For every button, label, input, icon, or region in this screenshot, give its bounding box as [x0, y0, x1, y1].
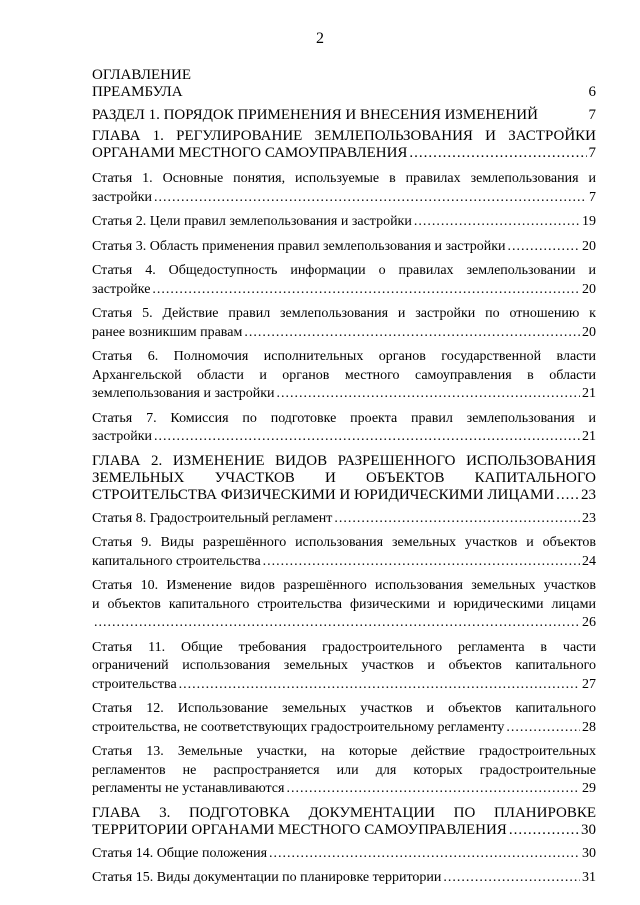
toc-page-number: 7	[588, 145, 596, 161]
toc-entry-line: Статья 7. Комиссия по подготовке проекта правил землепользования и	[92, 410, 596, 426]
toc-chapter-entry	[92, 128, 596, 162]
dot-leader	[263, 553, 580, 572]
toc-title: ОГЛАВЛЕНИЕ	[92, 67, 191, 83]
toc-chapter-entry	[92, 805, 596, 839]
toc-entry-line: Статья 12. Использование земельных участков и объектов капитального	[92, 701, 596, 716]
toc-entry-text: Статья 3. Область применения правил землепользования и застройки	[92, 238, 506, 254]
toc-page-number: 7	[588, 107, 596, 123]
dot-leader	[443, 869, 580, 888]
toc-entry-line: ГЛАВА 1. РЕГУЛИРОВАНИЕ ЗЕМЛЕПОЛЬЗОВАНИЯ И ЗАСТРОЙКИ	[92, 128, 596, 144]
toc-entry-line: и объектов капитального строительства физическими и юридическими лицами	[92, 596, 596, 612]
toc-entry-line	[92, 869, 596, 888]
dot-leader	[152, 281, 580, 300]
toc-page-number: 31	[582, 870, 596, 885]
toc-entry-line: Статья 13. Земельные участки, на которые действие градостроительных	[92, 744, 596, 759]
dot-leader	[414, 213, 580, 232]
toc-page-number: 20	[582, 324, 596, 340]
toc-page-number: 29	[582, 781, 596, 796]
page-number: 2	[316, 30, 324, 47]
toc-entry-text: ранее возникшим правам	[92, 324, 243, 340]
toc-article-entry	[92, 170, 596, 207]
toc-chapter-entry	[92, 84, 596, 101]
toc-entry-text: строительства	[92, 676, 177, 692]
toc-entry-line: Статья 11. Общие требования градостроительного регламента в части	[92, 639, 596, 655]
toc-entry-line	[92, 189, 596, 208]
toc-entry-line	[92, 510, 596, 529]
toc-entry-line	[92, 281, 596, 300]
toc-entry-text: СТРОИТЕЛЬСТВА ФИЗИЧЕСКИМИ И ЮРИДИЧЕСКИМИ ЛИЦАМИ	[92, 486, 555, 503]
toc-article-entry	[92, 213, 596, 232]
toc-chapter-entry	[92, 453, 596, 504]
toc-article-entry	[92, 348, 596, 404]
toc-page-number: 30	[582, 845, 596, 861]
table-of-contents	[92, 66, 596, 888]
toc-entry-line	[92, 780, 596, 799]
toc-article-entry	[92, 639, 596, 695]
toc-chapter-entry	[92, 107, 596, 124]
toc-page-number: 21	[582, 429, 596, 444]
dot-leader	[509, 822, 579, 839]
toc-entry-line	[92, 487, 596, 504]
toc-entry-line	[92, 428, 596, 447]
dot-leader	[508, 238, 580, 257]
toc-entry-text: Статья 8. Градостроительный регламент	[92, 510, 333, 526]
toc-entry-text: землепользования и застройки	[92, 386, 275, 401]
dot-leader	[244, 324, 580, 343]
dot-leader	[334, 510, 580, 529]
toc-entry-line	[92, 719, 596, 738]
toc-page-number: 6	[588, 84, 596, 100]
dot-leader	[179, 676, 580, 695]
toc-page-number: 23	[581, 486, 596, 503]
toc-page-number: 30	[581, 821, 596, 838]
toc-page-number: 20	[582, 281, 596, 297]
toc-entry-text: Статья 14. Общие положения	[92, 845, 268, 861]
dot-leader	[286, 780, 580, 799]
toc-entry-text: ПРЕАМБУЛА	[92, 84, 183, 100]
toc-article-entry	[92, 577, 596, 633]
toc-entry-line: Статья 4. Общедоступность информации о правилах землепользовании и	[92, 263, 596, 278]
toc-entry-line: Архангельской области и органов местного самоуправления в области	[92, 367, 596, 383]
dot-leader	[506, 719, 580, 738]
toc-entry-line: регламентов не распространяется или для которых градостроительные	[92, 762, 596, 778]
toc-entry-line	[92, 84, 596, 101]
toc-article-entry	[92, 305, 596, 342]
toc-entry-line: ограничений использования земельных участков и объектов капитального	[92, 658, 596, 673]
toc-article-entry	[92, 510, 596, 529]
toc-article-entry	[92, 410, 596, 447]
toc-page-number: 28	[582, 719, 596, 735]
toc-entry-line	[92, 676, 596, 695]
toc-article-entry	[92, 743, 596, 799]
toc-entry-line	[92, 553, 596, 572]
toc-entry-line	[92, 822, 596, 839]
toc-page-number: 21	[582, 386, 596, 401]
dot-leader	[154, 189, 587, 208]
dot-leader	[409, 145, 586, 162]
dot-leader	[94, 614, 580, 633]
toc-article-entry	[92, 845, 596, 864]
toc-entry-line: Статья 1. Основные понятия, используемые в правилах землепользования и	[92, 171, 596, 186]
toc-entry-text: строительства, не соответствующих градостроительному регламенту	[92, 719, 505, 735]
toc-entry-text: застройки	[92, 429, 153, 444]
toc-page-number: 26	[582, 615, 596, 630]
toc-entry-text: застройки	[92, 189, 153, 205]
toc-entry-text: регламенты не устанавливаются	[92, 781, 285, 796]
toc-entry-line: ГЛАВА 3. ПОДГОТОВКА ДОКУМЕНТАЦИИ ПО ПЛАНИРОВКЕ	[92, 804, 596, 821]
toc-article-entry	[92, 534, 596, 571]
toc-page-number: 7	[589, 189, 596, 205]
toc-entry-text: ОРГАНАМИ МЕСТНОГО САМОУПРАВЛЕНИЯ	[92, 145, 408, 161]
dot-leader	[269, 845, 580, 864]
toc-article-entry	[92, 700, 596, 737]
toc-page-number: 23	[582, 510, 596, 526]
toc-entry-text: ТЕРРИТОРИИ ОРГАНАМИ МЕСТНОГО САМОУПРАВЛЕНИЯ	[92, 821, 507, 838]
toc-entry-text: застройке	[92, 281, 151, 297]
toc-page-number: 19	[582, 214, 596, 229]
toc-entry-line	[92, 845, 596, 864]
toc-entry-text: Статья 2. Цели правил землепользования и застройки	[92, 214, 412, 229]
toc-entry-text: капитального строительства	[92, 553, 261, 569]
dot-leader	[556, 487, 579, 504]
toc-entry-line	[92, 107, 596, 124]
toc-article-entry	[92, 262, 596, 299]
toc-entry-line	[92, 238, 596, 257]
toc-entry-line	[92, 145, 596, 162]
toc-entry-line	[92, 324, 596, 343]
toc-article-entry	[92, 869, 596, 888]
toc-entry-line: ЗЕМЕЛЬНЫХ УЧАСТКОВ И ОБЪЕКТОВ КАПИТАЛЬНОГО	[92, 469, 596, 486]
toc-entry-line: Статья 10. Изменение видов разрешённого использования земельных участков	[92, 578, 596, 593]
toc-entry-line	[92, 614, 596, 633]
toc-entry-line: Статья 6. Полномочия исполнительных органов государственной власти	[92, 349, 596, 364]
dot-leader	[154, 428, 580, 447]
toc-page-number: 27	[582, 676, 596, 692]
toc-entry-line: Статья 5. Действие правил землепользования и застройки по отношению к	[92, 306, 596, 321]
toc-entry-line: Статья 9. Виды разрешённого использования земельных участков и объектов	[92, 535, 596, 550]
toc-entry-text: Статья 15. Виды документации по планировке территории	[92, 870, 442, 885]
toc-entry-text: РАЗДЕЛ 1. ПОРЯДОК ПРИМЕНЕНИЯ И ВНЕСЕНИЯ ИЗМЕНЕНИЙ	[92, 107, 538, 123]
dot-leader	[277, 385, 580, 404]
toc-page-number: 20	[582, 238, 596, 254]
toc-entry-line	[92, 213, 596, 232]
toc-page-number: 24	[582, 553, 596, 569]
toc-entry-line	[92, 385, 596, 404]
toc-article-entry	[92, 238, 596, 257]
toc-entry-line: ГЛАВА 2. ИЗМЕНЕНИЕ ВИДОВ РАЗРЕШЕННОГО ИСПОЛЬЗОВАНИЯ	[92, 452, 596, 469]
